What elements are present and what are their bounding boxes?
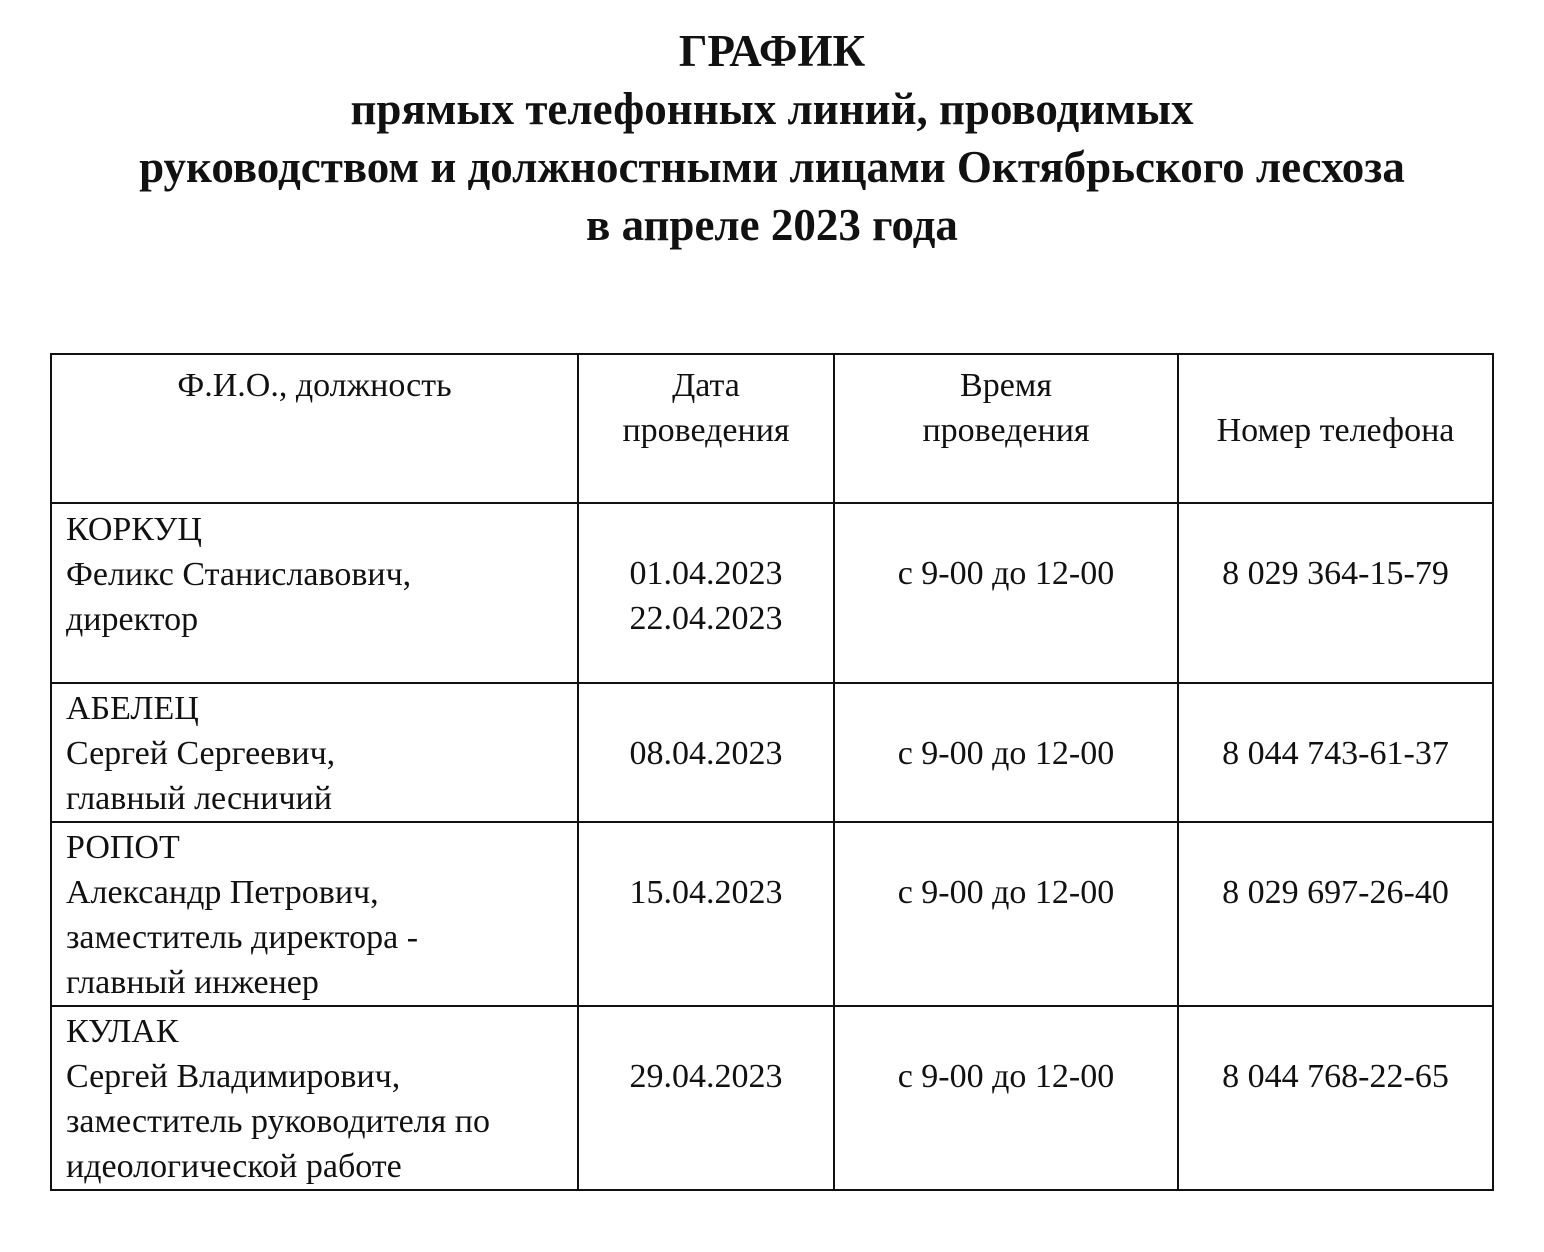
person-position: заместитель руководителя по (66, 1103, 490, 1140)
cell-phone (1178, 503, 1493, 683)
date-value: 29.04.2023 (629, 1058, 783, 1095)
table-header-row (51, 354, 1493, 503)
header-date-line-2: проведения (622, 412, 790, 449)
cell-phone (1178, 1006, 1493, 1190)
person-given-name: Сергей Сергеевич, (66, 735, 336, 772)
person-position: главный лесничий (66, 780, 332, 817)
date-value: 22.04.2023 (629, 600, 783, 637)
header-time-line-1: Время (960, 367, 1052, 404)
table-row (51, 503, 1493, 683)
cell-name (51, 503, 578, 683)
person-position: заместитель директора - (66, 919, 419, 956)
person-position-cont: идеологической работе (66, 1148, 402, 1185)
header-time (834, 354, 1178, 503)
table-row (51, 1006, 1493, 1190)
person-position: директор (66, 601, 199, 638)
phone-value: 8 029 364-15-79 (1222, 555, 1449, 592)
person-position-cont: главный инженер (66, 964, 319, 1001)
person-given-name: Александр Петрович, (66, 874, 379, 911)
table-row (51, 683, 1493, 822)
cell-time (834, 503, 1178, 683)
cell-phone (1178, 822, 1493, 1006)
phone-value: 8 029 697-26-40 (1222, 874, 1449, 911)
header-phone-label: Номер телефона (1216, 412, 1455, 449)
header-date (578, 354, 834, 503)
header-phone (1178, 354, 1493, 503)
title-line-2: прямых телефонных линий, проводимых (350, 84, 1194, 134)
document-title (0, 22, 1544, 254)
cell-date (578, 1006, 834, 1190)
header-date-line-1: Дата (672, 367, 740, 404)
title-line-1: ГРАФИК (678, 26, 866, 76)
cell-time (834, 683, 1178, 822)
person-surname: АБЕЛЕЦ (66, 690, 199, 727)
person-surname: РОПОТ (66, 829, 180, 866)
date-value: 15.04.2023 (629, 874, 783, 911)
cell-name (51, 822, 578, 1006)
header-name (51, 354, 578, 503)
table-row (51, 822, 1493, 1006)
phone-value: 8 044 768-22-65 (1222, 1058, 1449, 1095)
cell-name (51, 683, 578, 822)
time-value: с 9-00 до 12-00 (897, 1058, 1115, 1095)
date-value: 01.04.2023 (629, 555, 783, 592)
header-name-label: Ф.И.О., должность (177, 367, 452, 404)
schedule-table (50, 353, 1494, 1191)
person-given-name: Феликс Станиславович, (66, 556, 412, 593)
date-value: 08.04.2023 (629, 735, 783, 772)
cell-name (51, 1006, 578, 1190)
cell-time (834, 1006, 1178, 1190)
time-value: с 9-00 до 12-00 (897, 874, 1115, 911)
cell-date (578, 683, 834, 822)
time-value: с 9-00 до 12-00 (897, 555, 1115, 592)
time-value: с 9-00 до 12-00 (897, 735, 1115, 772)
person-given-name: Сергей Владимирович, (66, 1058, 401, 1095)
person-surname: КОРКУЦ (66, 511, 202, 548)
header-time-line-2: проведения (922, 412, 1090, 449)
phone-value: 8 044 743-61-37 (1222, 735, 1449, 772)
person-surname: КУЛАК (66, 1013, 179, 1050)
cell-phone (1178, 683, 1493, 822)
title-line-4: в апреле 2023 года (586, 200, 958, 250)
cell-date (578, 822, 834, 1006)
cell-date (578, 503, 834, 683)
cell-time (834, 822, 1178, 1006)
title-line-3: руководством и должностными лицами Октябрьского лесхоза (139, 142, 1405, 192)
